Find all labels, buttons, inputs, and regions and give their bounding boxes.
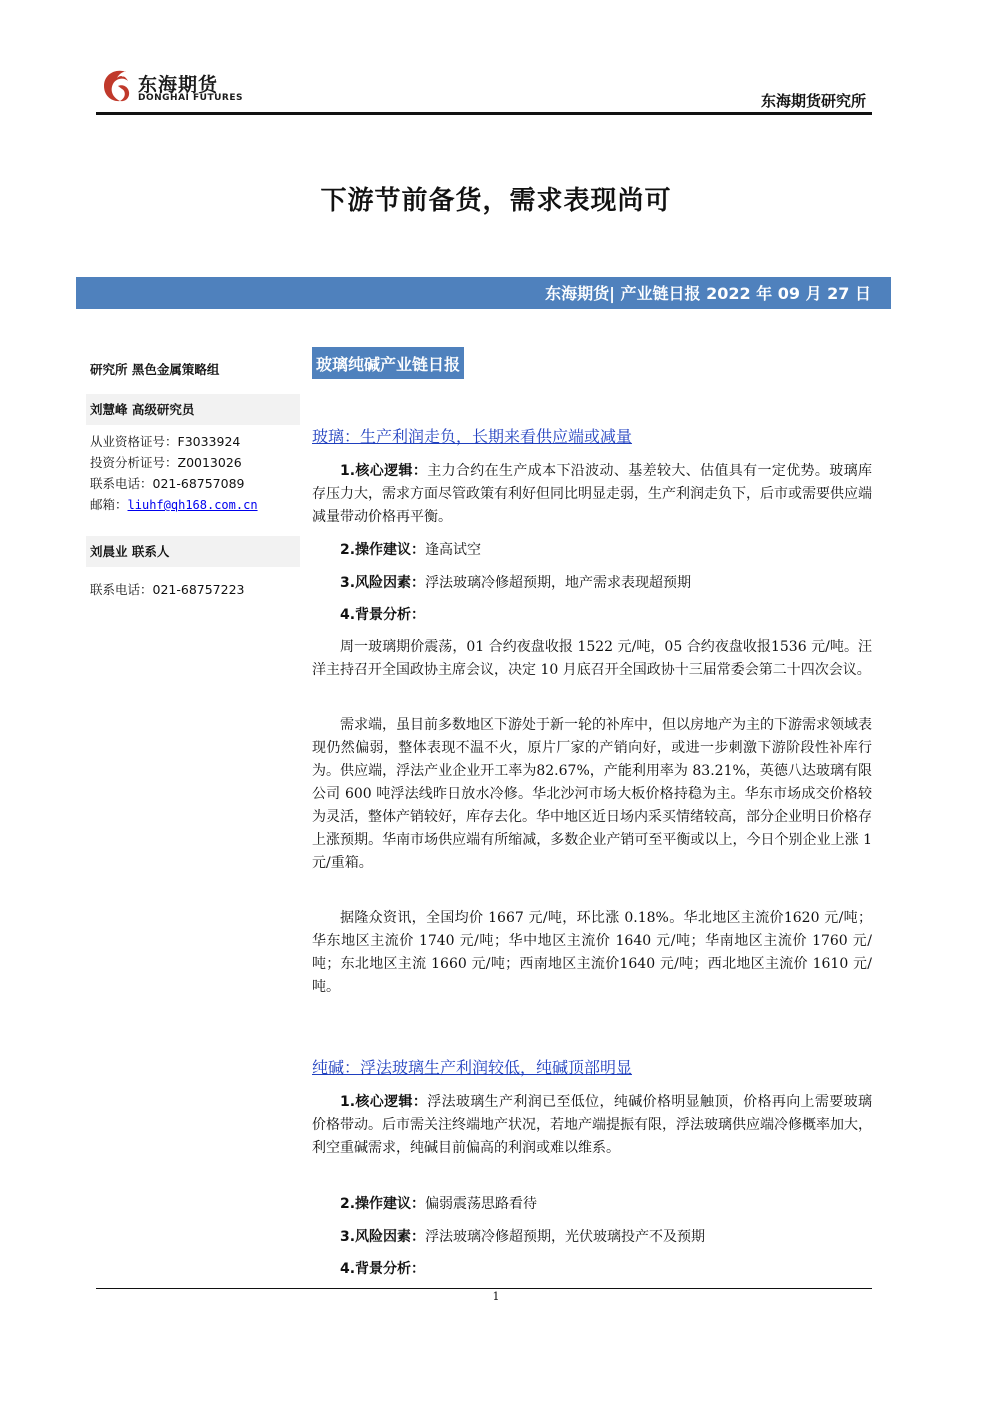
soda-operation xyxy=(340,1193,537,1216)
page-number: 1 xyxy=(492,1290,500,1303)
soda-risk xyxy=(340,1226,705,1249)
glass-bg-label: 4.背景分析： xyxy=(340,607,426,623)
glass-bg-paragraph-1: 周一玻璃期价震荡，01 合约夜盘收报 1522 元/吨，05 合约夜盘收报1536 元/吨。汪洋主持召开全国政协主席会议，决定 10 月底召开全国政协十三届常委会第二十四次会议。 xyxy=(312,639,872,678)
sidebar-dept xyxy=(86,357,300,380)
glass-core-label: 1.核心逻辑： xyxy=(340,463,428,479)
glass-risk-text: 浮法玻璃冷修超预期，地产需求表现超预期 xyxy=(425,575,692,591)
glass-risk-label: 3.风险因素： xyxy=(340,575,426,591)
glass-risk xyxy=(340,572,691,595)
analyst-name: 刘慧峰 高级研究员 xyxy=(86,394,300,425)
soda-bg-label: 4.背景分析： xyxy=(340,1261,426,1277)
investment-cert: 投资分析证号：Z0013026 xyxy=(90,455,242,470)
dragon-logo-icon xyxy=(98,66,136,106)
contact-phone: 联系电话：021-68757223 xyxy=(90,582,245,597)
soda-risk-text: 浮法玻璃冷修超预期，光伏玻璃投产不及预期 xyxy=(425,1229,706,1245)
soda-section-title[interactable]: 纯碱：浮法玻璃生产利润较低，纯碱顶部明显 xyxy=(312,1058,633,1077)
contact-block xyxy=(86,536,300,600)
soda-op-label: 2.操作建议： xyxy=(340,1196,426,1212)
document-title: 下游节前备货，需求表现尚可 xyxy=(320,186,672,216)
dept-label: 研究所 黑色金属策略组 xyxy=(90,362,220,377)
logo-english-name: DONGHAI FUTURES xyxy=(138,93,243,103)
date-banner xyxy=(76,277,891,309)
logo-chinese-name: 东海期货 xyxy=(138,74,219,96)
glass-bg-paragraph-2: 需求端，虽目前多数地区下游处于新一轮的补库中，但以房地产为主的下游需求领域表现仍然偏弱，整体表现不温不火，原片厂家的产销向好，或进一步刺激下游阶段性补库行为。供应端，浮法产业企业开工率为82.67%，产能利用率为 83.21%，英德八达玻璃有限公司 600 吨浮法线昨日放水冷修。华北沙河市场大板价格持稳为主。华东市场成交价格较为灵活，整体产销较好，库存去化。华中地区近日场内采买情绪较高，部分企业明日价格存上涨预期。华南市场供应端有所缩减，多数企业产销可至平衡或以上，今日个别企业上涨 1 元/重箱。 xyxy=(312,717,872,871)
soda-op-text: 偏弱震荡思路看待 xyxy=(425,1196,538,1212)
soda-risk-label: 3.风险因素： xyxy=(340,1229,426,1245)
glass-op-text: 逢高试空 xyxy=(425,542,482,558)
report-tag: 玻璃纯碱产业链日报 xyxy=(312,347,464,379)
glass-section-title[interactable]: 玻璃：生产利润走负，长期来看供应端或减量 xyxy=(312,427,633,446)
analyst-email-row xyxy=(86,494,300,516)
glass-core-text: 主力合约在生产成本下沿波动、基差较大、估值具有一定优势。玻璃库存压力大，需求方面尽管政策有利好但同比明显走弱，生产利润走负下，后市或需要供应端减量带动价格再平衡。 xyxy=(312,463,872,525)
qualification-cert: 从业资格证号：F3033924 xyxy=(90,434,241,449)
soda-core-logic xyxy=(312,1091,872,1160)
analyst-block xyxy=(86,394,300,516)
company-logo xyxy=(98,66,243,106)
soda-core-text: 浮法玻璃生产利润已至低位，纯碱价格明显触顶，价格再向上需要玻璃价格带动。后市需关注终端地产状况，若地产端提振有限，浮法玻璃供应端冷修概率加大，利空重碱需求，纯碱目前偏高的利润或难以维系。 xyxy=(312,1094,872,1156)
glass-operation xyxy=(340,539,481,562)
banner-text: 东海期货| 产业链日报 2022 年 09 月 27 日 xyxy=(545,284,871,303)
analyst-phone: 联系电话：021-68757089 xyxy=(90,476,245,491)
soda-core-label: 1.核心逻辑： xyxy=(340,1094,428,1110)
footer-rule xyxy=(96,1288,872,1289)
soda-background xyxy=(340,1258,425,1281)
glass-op-label: 2.操作建议： xyxy=(340,542,426,558)
email-link[interactable]: liuhf@qh168.com.cn xyxy=(127,498,258,512)
contact-name: 刘晨业 联系人 xyxy=(86,536,300,567)
glass-core-logic xyxy=(312,460,872,529)
header-rule xyxy=(96,112,872,115)
glass-bg-paragraph-3: 据隆众资讯，全国均价 1667 元/吨，环比涨 0.18%。华北地区主流价1620 元/吨；华东地区主流价 1740 元/吨；华中地区主流价 1640 元/吨；华南地区主流价 1760 元/吨；东北地区主流 1660 元/吨；西南地区主流价1640 元/吨；西北地区主流价 1610 元/吨。 xyxy=(312,910,872,995)
email-label: 邮箱： xyxy=(90,497,128,512)
glass-background xyxy=(340,604,425,627)
institute-name: 东海期货研究所 xyxy=(760,92,866,110)
